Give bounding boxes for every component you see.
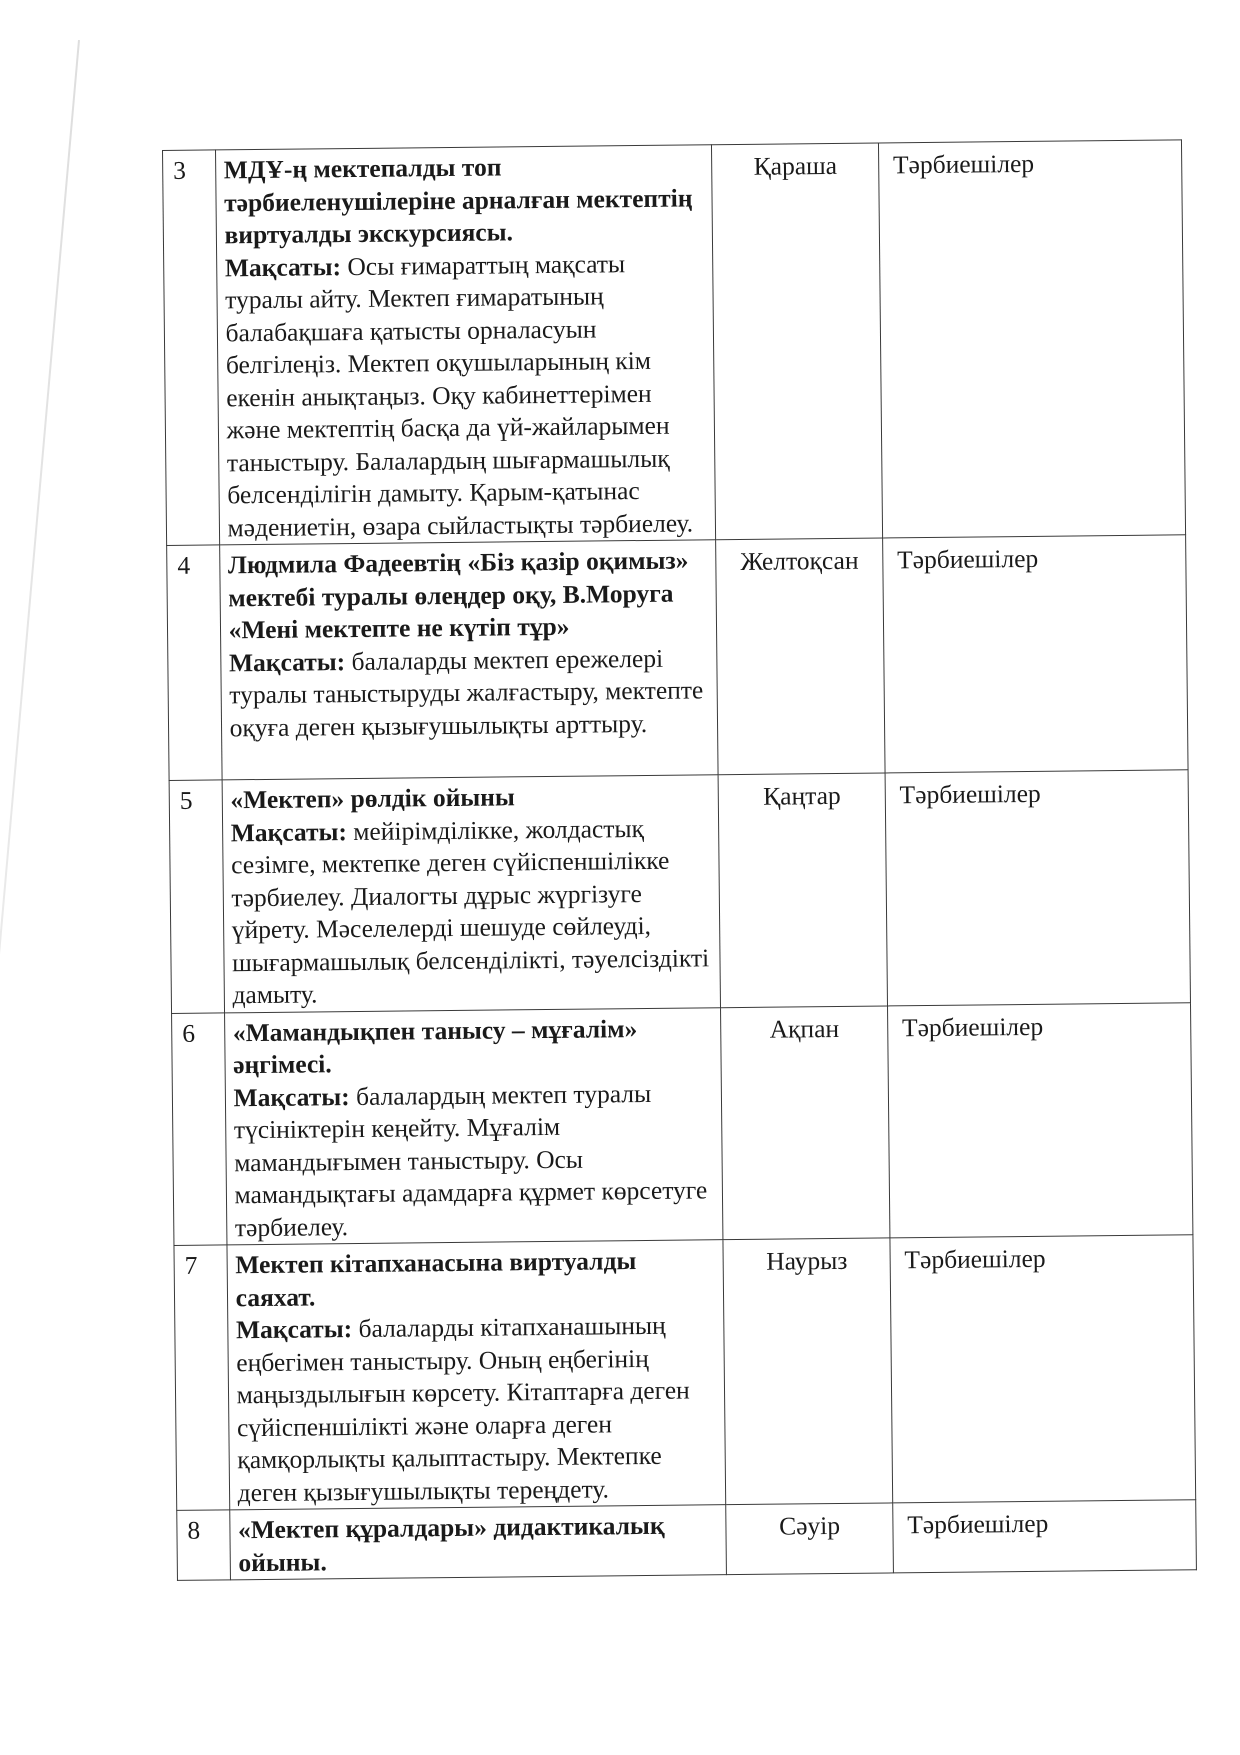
month-cell: Желтоқсан [716,538,885,775]
table-row [163,140,1186,546]
event-cell [215,145,716,545]
row-number: 5 [169,780,224,1013]
event-title: Людмила Фадеевтің «Біз қазір оқимыз» мектебі туралы өлеңдер оқу, В.Моруга «Мені мектепте не күтіп тұр» [227,545,689,645]
row-number: 4 [167,545,222,781]
goal-label: Мақсаты: [233,1081,350,1112]
goal-text: мейірімділікке, жолдастық сезімге, мектепке деген сүйіспеншілікке тәрбиелеу. Диалогты дұрыс жүргізуге үйрету. Мәселелерді шешуде сөйлеуді, шығармашылық белсенділікті, тәуелсіздікті дамыту. [230,813,710,1010]
table-row [174,1235,1196,1511]
event-plan-table [162,139,1197,1581]
goal-text: балаларды мектеп ережелері туралы таныстыруды жалғастыру, мектепте оқуға деген қызығушылықты арттыру. [229,643,704,742]
month-cell: Қаңтар [719,773,888,1007]
responsible-cell: Тәрбиешілер [893,1500,1197,1573]
responsible-cell: Тәрбиешілер [882,535,1188,773]
goal-text: Осы ғимараттың мақсаты туралы айту. Мектеп ғимаратының балабақшаға қатысты орналасуын белгілеңіз. Мектеп оқушыларының кім екенін анықтаңыз. Оқу кабинеттерімен және мектептің басқа да үй-жайларымен таныстыру. Балалардың шығармашылық белсенділігін дамыту. Қарым-қатынас мәдениетін, өзара сыйластықты тәрбиелеу. [225,248,694,542]
event-cell [224,1007,723,1245]
table-row [177,1500,1197,1581]
event-cell [229,1505,727,1580]
event-title: МДҰ-ң мектепалды топ тәрбиеленушілеріне арналған мектептің виртуалды экскурсиясы. [223,152,693,250]
month-cell: Қараша [712,143,882,540]
event-title: Мектеп кітапханасына виртуалды саяхат. [235,1246,637,1312]
month-cell: Ақпан [721,1005,890,1239]
table-row [172,1002,1193,1245]
row-number: 7 [174,1245,229,1511]
event-title: «Мамандықпен танысу – мұғалім» әңгімесі. [232,1013,638,1080]
event-cell [227,1240,727,1510]
responsible-cell: Тәрбиешілер [878,140,1185,538]
table-row [169,770,1190,1013]
event-cell [222,775,721,1013]
goal-label: Мақсаты: [235,1314,353,1345]
row-number: 8 [177,1510,230,1581]
responsible-cell: Тәрбиешілер [890,1235,1196,1503]
goal-label: Мақсаты: [228,646,346,677]
event-cell [219,540,718,780]
goal-label: Мақсаты: [224,251,342,282]
goal-label: Мақсаты: [230,816,348,847]
responsible-cell: Тәрбиешілер [887,1002,1193,1238]
event-title: «Мектеп құралдары» дидактикалық ойыны. [237,1510,665,1577]
table-row [167,535,1188,781]
month-cell: Наурыз [723,1238,892,1505]
goal-text: балалардың мектеп туралы түсініктерін кеңейту. Мұғалім мамандығымен таныстыру. Осы мамандықтағы адамдарға құрмет көрсетуге тәрбиелеу. [233,1078,708,1242]
row-number: 6 [172,1012,227,1245]
goal-text: балаларды кітапханашының еңбегімен таныстыру. Оның еңбегінің маңыздылығын көрсету. Кітаптарға деген сүйіспеншілікті және оларға деген қамқорлықты қалыптастыру. Мектепке деген қызығушылықты тереңдету. [236,1310,690,1507]
row-number: 3 [163,150,220,546]
responsible-cell: Тәрбиешілер [885,770,1191,1006]
month-cell: Сәуір [726,1503,893,1575]
event-title: «Мектеп» рөлдік ойыны [230,782,515,815]
scan-artifact-line [0,40,80,1295]
